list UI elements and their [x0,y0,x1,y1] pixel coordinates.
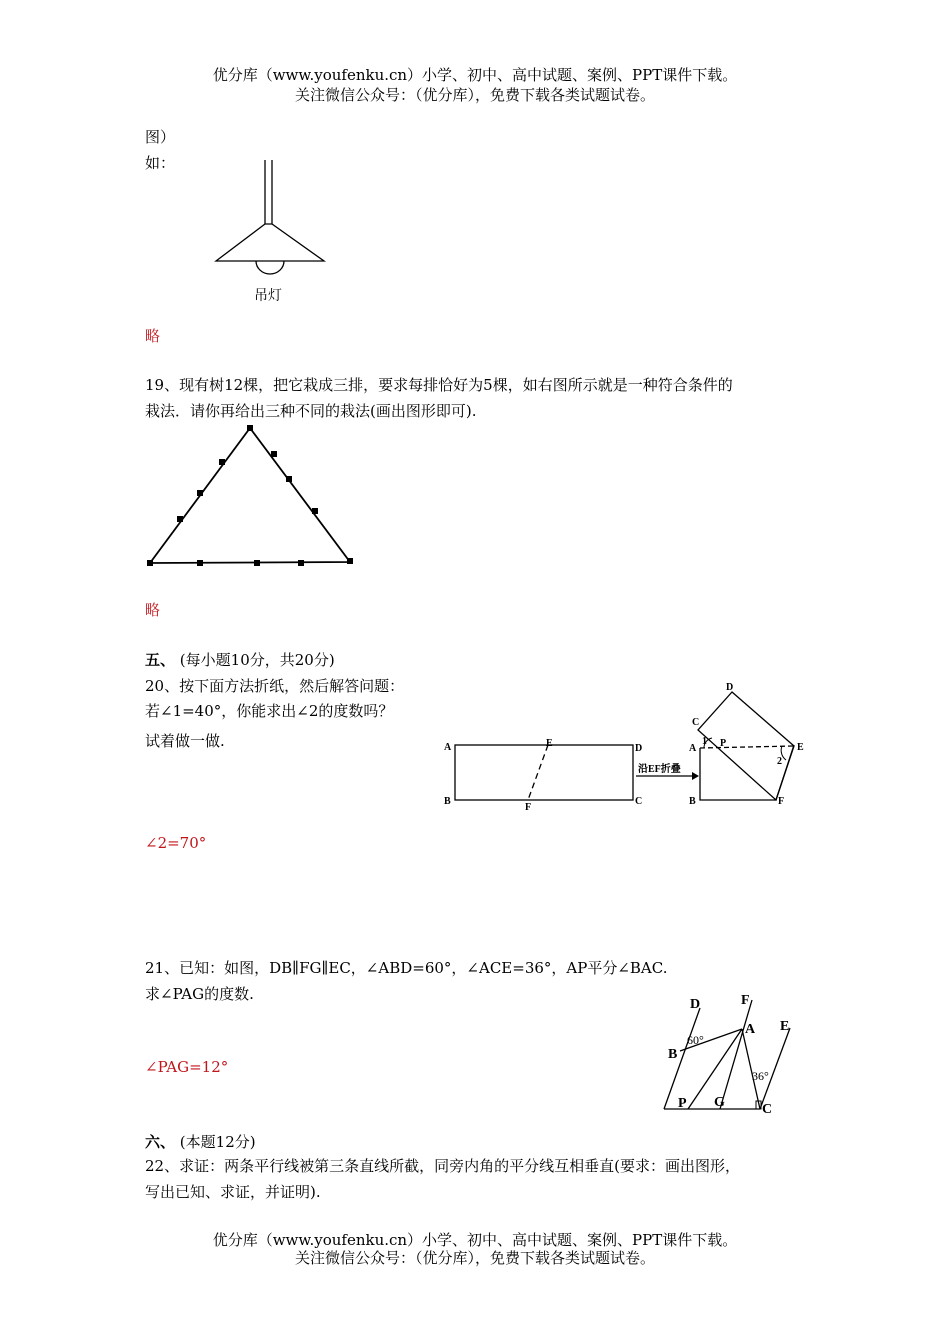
section-5-number: 五、 [145,651,176,669]
prev-text-1: 图） [145,128,176,146]
fig21-angle-36: 36° [752,1069,769,1083]
fold-arrow-label: 沿EF折叠 [638,764,681,775]
fig21-label-F: F [741,993,750,1008]
fig21-label-E: E [780,1019,790,1034]
tree-mark [197,490,203,496]
tree-mark [197,560,203,566]
footer-line-2: 关注微信公众号：（优分库），免费下载各类试题试卷。 [294,1249,655,1267]
fig20-folded-label-C: C [692,717,700,728]
fig20-folded-label-F: F [778,796,785,807]
tree-mark [147,560,153,566]
section-6-number: 六、 [145,1133,176,1151]
tree-mark [247,425,253,431]
lamp-label: 吊灯 [254,289,282,304]
header-line-2: 关注微信公众号：（优分库），免费下载各类试题试卷。 [294,86,655,104]
section-5-heading [145,651,335,669]
fig20-label-1: 1 [702,736,707,747]
fig21-label-D: D [690,997,701,1012]
fig20-folded-label-B: B [689,796,696,807]
fig20-label-B: B [444,796,451,807]
q19-text-1: 19、现有树12棵，把它栽成三排，要求每排恰好为5棵，如右图所示就是一种符合条件的 [145,376,733,394]
tree-mark [286,476,292,482]
q19-text-2: 栽法．请你再给出三种不同的栽法(画出图形即可). [145,402,477,420]
tree-mark [219,459,225,465]
fig20-label-F: F [525,802,532,813]
lamp-figure [210,158,330,308]
q21-text-1: 21、已知：如图，DB∥FG∥EC，∠ABD=60°，∠ACE=36°，AP平分∠BAC. [145,959,668,977]
fig21-label-P: P [678,1096,687,1111]
q22-text-1: 22、求证：两条平行线被第三条直线所截，同旁内角的平分线互相垂直(要求：画出图形， [145,1157,740,1175]
folding-paper-figure [440,680,820,815]
fig21-angle-60: 60° [687,1033,704,1047]
tree-mark [177,516,183,522]
tree-mark [312,508,318,514]
fig21-label-B: B [668,1047,678,1062]
q20-text-3: 试着做一做. [145,732,225,750]
fig20-label-C: C [635,796,643,807]
parallel-lines-figure [650,988,820,1118]
section-5-desc: (每小题10分，共20分) [179,651,335,669]
fig20-folded-label-E: E [797,742,804,753]
q22-text-2: 写出已知、求证，并证明). [145,1183,321,1201]
fig20-label-A: A [444,742,452,753]
tree-mark [254,560,260,566]
fig20-folded-label-A: A [689,743,697,754]
section-6-desc: (本题12分) [179,1133,256,1151]
fig21-label-C: C [762,1102,773,1117]
q21-answer: ∠PAG=12° [145,1058,229,1076]
footer-line-1: 优分库（www.youfenku.cn）小学、初中、高中试题、案例、PPT课件下载。 [212,1231,738,1249]
q20-text-1: 20、按下面方法折纸，然后解答问题： [145,677,405,695]
q21-text-2: 求∠PAG的度数. [145,985,254,1003]
fig21-label-A: A [745,1022,756,1037]
fig21-label-G: G [714,1095,725,1110]
tree-mark [347,558,353,564]
tree-triangle-figure [140,420,370,580]
prev-text-2: 如： [145,154,176,172]
fig20-label-2: 2 [777,756,782,767]
prev-answer: 略 [145,327,161,345]
header-line-1: 优分库（www.youfenku.cn）小学、初中、高中试题、案例、PPT课件下载。 [212,66,738,84]
fig20-label-P: P [720,738,727,749]
tree-mark [298,560,304,566]
q19-answer: 略 [145,601,161,619]
section-6-heading [145,1133,256,1151]
fig20-label-E: E [546,738,553,749]
q20-text-2: 若∠1=40°，你能求出∠2的度数吗？ [145,702,394,720]
fig20-label-D: D [635,743,643,754]
q20-answer: ∠2=70° [145,834,207,852]
fig20-folded-label-D: D [726,682,734,693]
tree-mark [271,451,277,457]
